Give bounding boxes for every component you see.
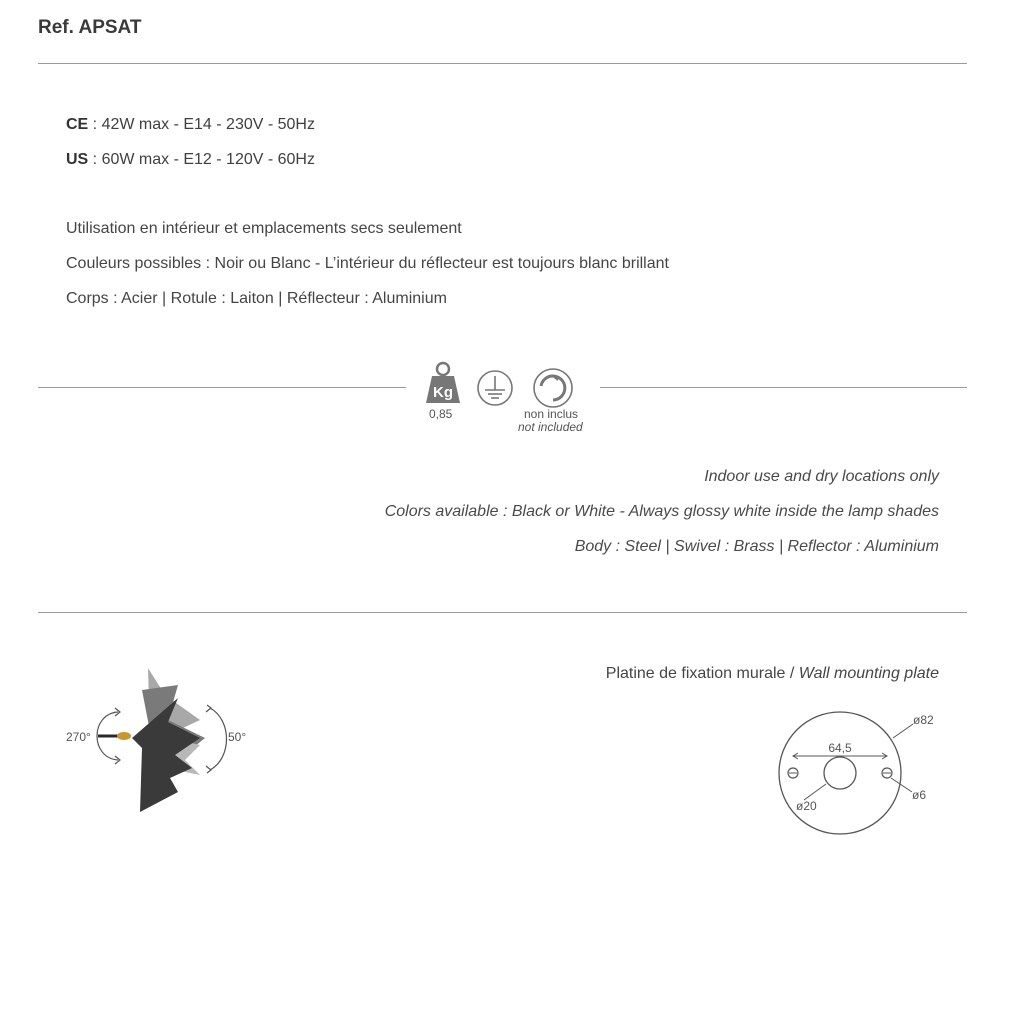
- hole-spacing-label: 64,5: [828, 741, 852, 755]
- mounting-plate-drawing: [760, 700, 960, 850]
- plate-title: [606, 665, 939, 683]
- fr-line-2: Couleurs possibles : Noir ou Blanc - L’intérieur du réflecteur est toujours blanc brillant: [66, 255, 669, 272]
- rotation-horizontal-label: 270°: [66, 730, 91, 744]
- brass-swivel: [117, 732, 131, 740]
- spec-us: [66, 151, 315, 169]
- divider-icons-left: [38, 387, 406, 388]
- divider-icons-right: [600, 387, 967, 388]
- fr-line-3: Corps : Acier | Rotule : Laiton | Réflecteur : Aluminium: [66, 290, 447, 307]
- fr-line-1: Utilisation en intérieur et emplacements secs seulement: [66, 220, 462, 237]
- weight-symbol: Kg: [433, 384, 453, 401]
- outer-diameter-label: ø82: [913, 713, 934, 727]
- page-title: Ref. APSAT: [38, 17, 142, 38]
- plate-title-fr: Platine de fixation murale: [605, 665, 786, 682]
- dimmer-icon: [532, 367, 574, 409]
- weight-icon: [424, 361, 462, 405]
- earth-ground-icon: [476, 369, 514, 407]
- rotation-vertical-label: 50°: [228, 730, 247, 744]
- spec-ce-text: : 42W max - E14 - 230V - 50Hz: [88, 116, 315, 133]
- hole-diameter-label: ø6: [912, 788, 927, 802]
- weight-value: 0,85: [429, 407, 453, 421]
- center-diameter-label: ø20: [796, 799, 817, 813]
- dimmer-note-en: not included: [518, 420, 583, 434]
- dimmer-note-fr: non inclus: [524, 407, 579, 421]
- spec-ce: [66, 116, 315, 134]
- divider-bottom: [38, 612, 967, 613]
- spec-ce-region: CE: [66, 116, 89, 133]
- divider-top: [38, 63, 967, 64]
- spec-us-region: US: [66, 151, 89, 168]
- en-line-1: Indoor use and dry locations only: [704, 468, 939, 485]
- plate-title-en: Wall mounting plate: [798, 665, 939, 682]
- en-line-3: Body : Steel | Swivel : Brass | Reflector : Aluminium: [574, 538, 939, 555]
- spec-us-text: : 60W max - E12 - 120V - 60Hz: [88, 151, 315, 168]
- en-line-2: Colors available : Black or White - Always glossy white inside the lamp shades: [384, 503, 939, 520]
- plate-title-sep: /: [785, 665, 799, 682]
